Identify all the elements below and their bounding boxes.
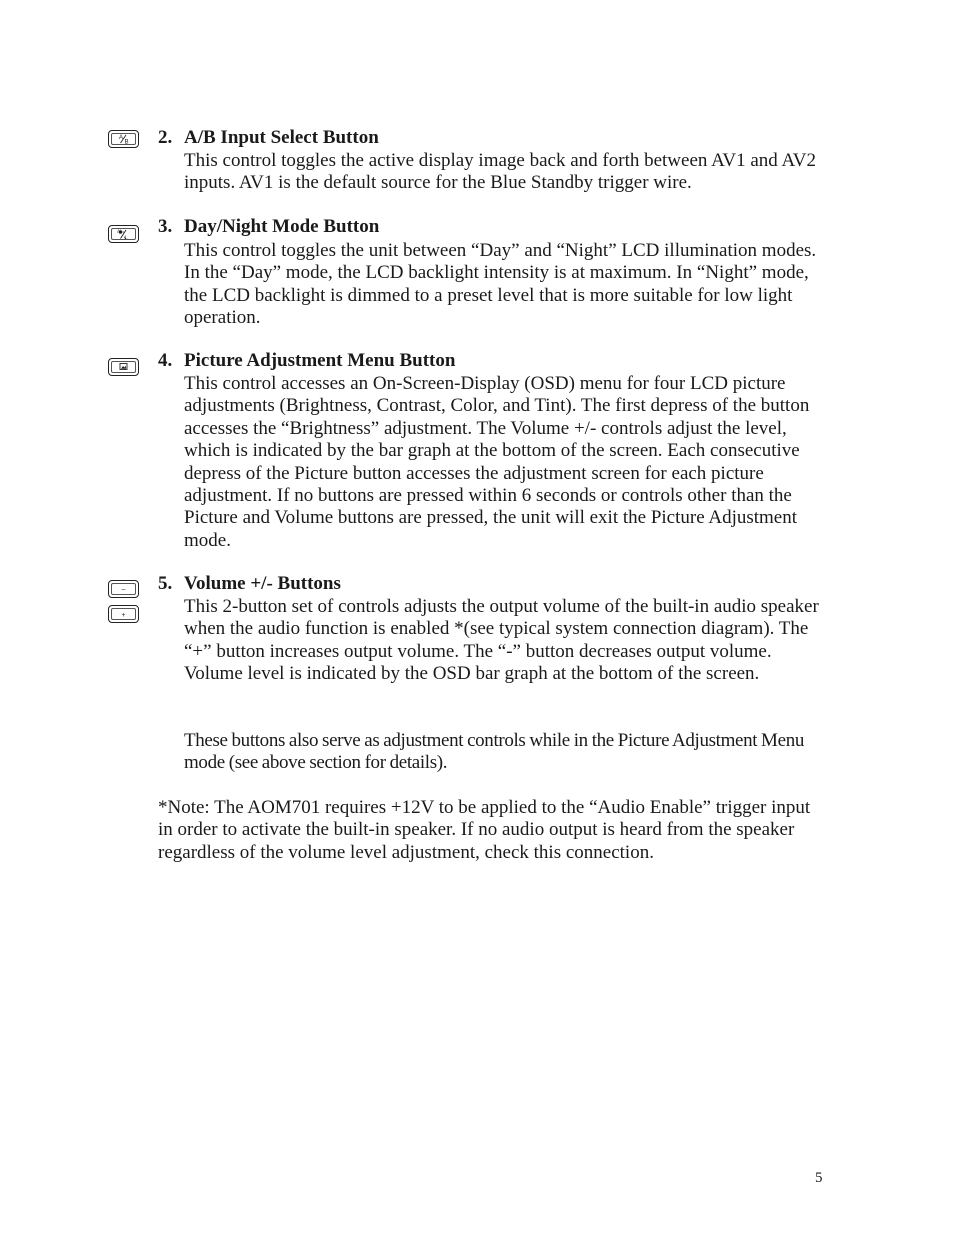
sun-moon-icon <box>109 226 138 242</box>
section-heading-ab-input <box>158 127 379 149</box>
volume-plus-label: + <box>121 612 126 619</box>
picture-button-icon <box>108 358 139 376</box>
section-body-picture: This control accesses an On-Screen-Display (OSD) menu for four LCD picture adjustments (Brightness, Contrast, Color, and Tint). The first depress of the button accesses the “Brightness” adjustment. The Volume +/- controls adjust the level, which is indicated by the bar graph at the bottom of the screen. Each consecutive depress of the Picture button accesses the adjustment screen for each picture adjustment. If no buttons are pressed within 6 seconds or controls other than the Picture and Volume buttons are pressed, the unit will exit the Picture Adjustment mode. <box>184 373 810 551</box>
volume-minus-button-icon <box>108 580 139 598</box>
picture-frame-icon <box>109 359 138 375</box>
section-title: Volume +/- Buttons <box>184 573 341 594</box>
section-body-day-night: This control toggles the unit between “Day” and “Night” LCD illumination modes. In the “Day” mode, the LCD backlight intensity is at maximum. In “Night” mode, the LCD backlight is dimmed to a preset level that is more suitable for low light operation. <box>184 240 817 329</box>
volume-minus-label: – <box>121 586 126 594</box>
section-body-volume: This 2-button set of controls adjusts the output volume of the built-in audio speaker when the audio function is enabled *(see typical system connection diagram). The “+” button increases output volume. The “-” button decreases output volume. Volume level is indicated by the OSD bar graph at the bottom of the screen. <box>184 596 819 685</box>
volume-plus-button-icon <box>108 605 139 623</box>
section-title: Day/Night Mode Button <box>184 216 380 237</box>
section-number: 3. <box>158 216 173 237</box>
svg-text:A: A <box>119 135 124 141</box>
ab-input-button-icon <box>108 130 139 148</box>
section-number: 5. <box>158 573 173 594</box>
audio-enable-note: *Note: The AOM701 requires +12V to be applied to the “Audio Enable” trigger input in order to activate the built-in speaker. If no audio output is heard from the speaker regardless of the volume level adjustment, check this connection. <box>158 797 811 863</box>
section-heading-day-night <box>158 216 379 238</box>
section-heading-picture <box>158 350 455 372</box>
section-heading-volume <box>158 573 341 595</box>
svg-text:B: B <box>124 139 129 146</box>
section-number: 2. <box>158 127 173 148</box>
section-body-volume-extra: These buttons also serve as adjustment controls while in the Picture Adjustment Menu mode (see above section for details). <box>184 730 804 774</box>
section-body-ab-input: This control toggles the active display image back and forth between AV1 and AV2 inputs. AV1 is the default source for the Blue Standby trigger wire. <box>184 150 816 194</box>
section-title: Picture Adjustment Menu Button <box>184 350 456 371</box>
day-night-button-icon <box>108 225 139 243</box>
page-number: 5 <box>815 1170 823 1186</box>
section-number: 4. <box>158 350 173 371</box>
ab-symbol-icon <box>109 131 138 147</box>
section-title: A/B Input Select Button <box>184 127 379 148</box>
